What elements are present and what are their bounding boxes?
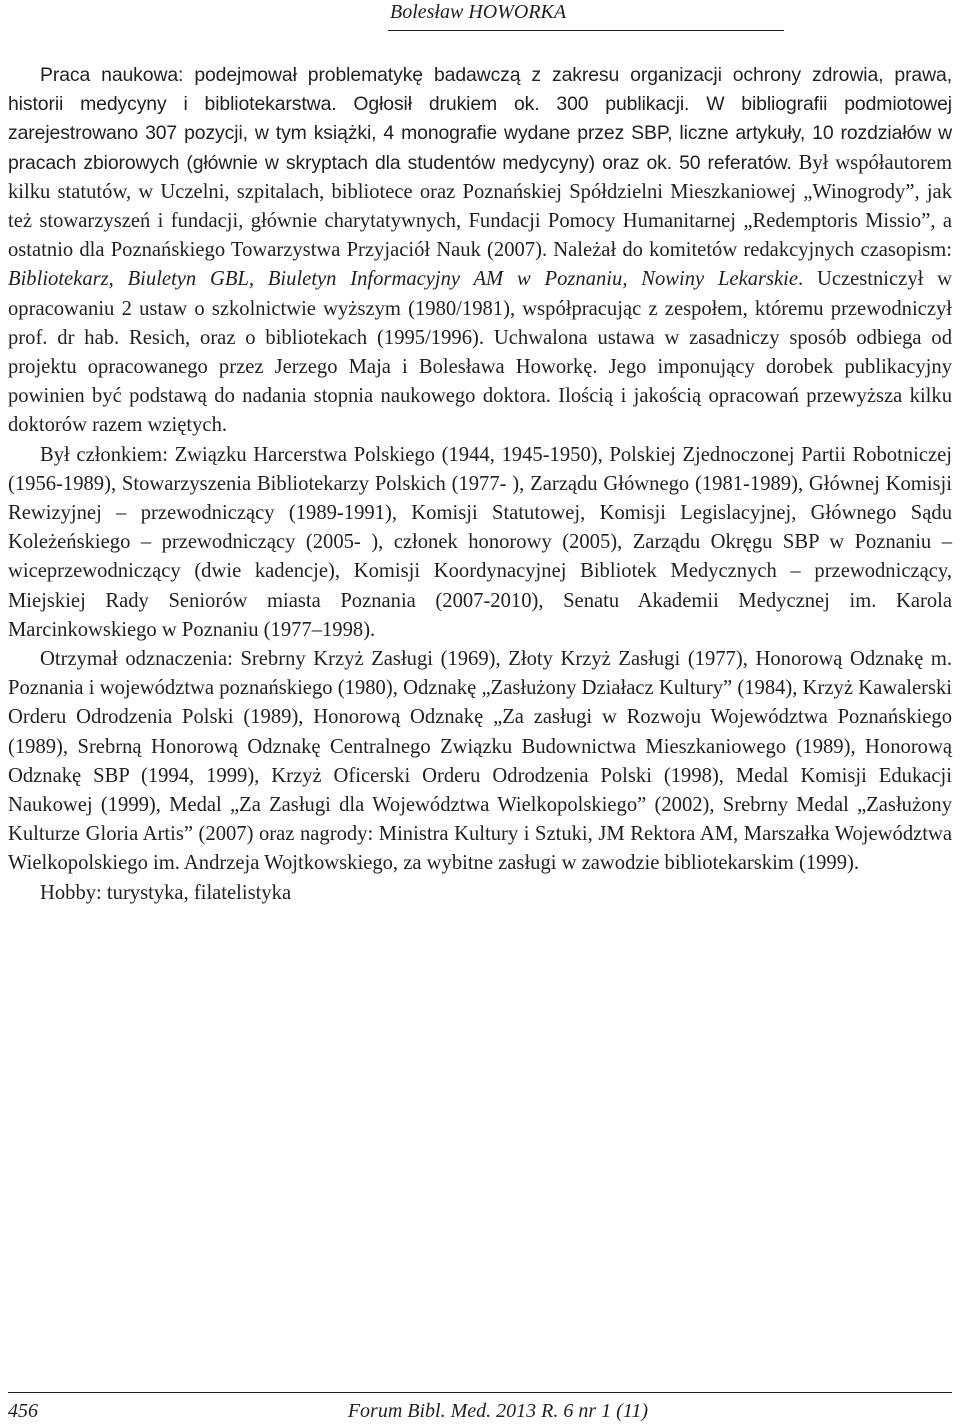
paragraph-scientific-work-text-a: Był współautorem kilku statutów, w Uczelni, szpitalach, bibliotece oraz Poznańskiej Spółdzielni Mieszkaniowej „Winogrody”, jak też stowarzyszeń i fundacji, głównie charytatywnych, Fundacji Pomocy Humanitarnej „Redemptoris Missio”, a ostatnio dla Poznańskiego Towarzystwa Przyjaciół Nauk (2007). Należał do komitetów redakcyjnych czasopism: (8, 151, 952, 262)
paragraph-memberships: Był członkiem: Związku Harcerstwa Polskiego (1944, 1945-1950), Polskiej Zjednoczonej Partii Robotniczej (1956-1989), Stowarzyszenia Bibliotekarzy Polskich (1977- ), Zarządu Głównego (1981-1989), Głównej Komisji Rewizyjnej – przewodniczący (1989-1991), Komisji Statutowej, Komisji Legislacyjnej, Głównego Sądu Koleżeńskiego – przewodniczący (2005- ), członek honorowy (2005), Zarządu Okręgu SBP w Poznaniu – wiceprzewodniczący (dwie kadencje), Komisji Koordynacyjnej Bibliotek Medycznych – przewodniczący, Miejskiej Rady Seniorów miasta Poznania (2007-2010), Senatu Akademii Medycznej im. Karola Marcinkowskiego w Poznaniu (1977–1998). (8, 443, 952, 641)
running-head-author: Bolesław HOWORKA (390, 1, 567, 23)
page-number: 456 (8, 1400, 38, 1422)
journal-titles: Bibliotekarz, Biuletyn GBL, Biuletyn Informacyjny AM w Poznaniu, Nowiny Lekarskie (8, 268, 799, 291)
article-body (8, 61, 952, 908)
footer-rule (8, 1392, 952, 1393)
paragraph-scientific-work (8, 61, 952, 441)
paragraph-awards: Otrzymał odznaczenia: Srebrny Krzyż Zasługi (1969), Złoty Krzyż Zasługi (1977), Honorową Odznakę m. Poznania i województwa poznańskiego (1980), Odznakę „Zasłużony Działacz Kultury” (1984), Krzyż Kawalerski Orderu Odrodzenia Polski (1989), Honorową Odznakę „Za zasługi w Rozwoju Województwa Poznańskiego (1989), Srebrną Honorową Odznakę Centralnego Związku Budownictwa Mieszkaniowego (1989), Honorową Odznakę SBP (1994, 1999), Krzyż Oficerski Orderu Odrodzenia Polski (1998), Medal Komisji Edukacji Naukowej (1999), Medal „Za Zasługi dla Województwa Wielkopolskiego” (2002), Srebrny Medal „Zasłużony Kulturze Gloria Artis” (2007) oraz nagrody: Ministra Kultury i Sztuki, JM Rektora AM, Marszałka Województwa Wielkopolskiego im. Andrzeja Wojtkowskiego, za wybitne zasługi w zawodzie bibliotekarskim (1999). (8, 648, 952, 875)
journal-citation: Forum Bibl. Med. 2013 R. 6 nr 1 (11) (347, 1400, 648, 1422)
paragraph-scientific-work-text-b: . Uczestniczył w opracowaniu 2 ustaw o szkolnictwie wyższym (1980/1981), współpracując z zespołem, któremu przewodniczył prof. dr hab. Resich, oraz o bibliotekach (1995/1996). Uchwalona ustawa w zasadniczy sposób odbiega od projektu opracowanego przez Jerzego Maja i Bolesława Howorkę. Jego imponujący dorobek publikacyjny powinien być podstawą do nadania stopnia naukowego doktora. Ilością i jakością opracowań przewyższa kilku doktorów razem wziętych. (8, 268, 952, 437)
paragraph-hobby: Hobby: turystyka, filatelistyka (40, 881, 292, 904)
paragraph-scientific-work-sans-part: Praca naukowa: podejmował problematykę badawczą z zakresu organizacji ochrony zdrowia, prawa, historii medycyny i bibliotekarstwa. Ogłosił drukiem ok. 300 publikacji. W bibliografii podmiotowej zarejestrowano 307 pozycji, w tym książki, 4 monografie wydane przez SBP, liczne artykuły, 10 rozdziałów w pracach zbiorowych (głównie w skryptach dla studentów medycyny) oraz ok. 50 referatów. (8, 64, 952, 174)
header-rule (388, 30, 784, 31)
